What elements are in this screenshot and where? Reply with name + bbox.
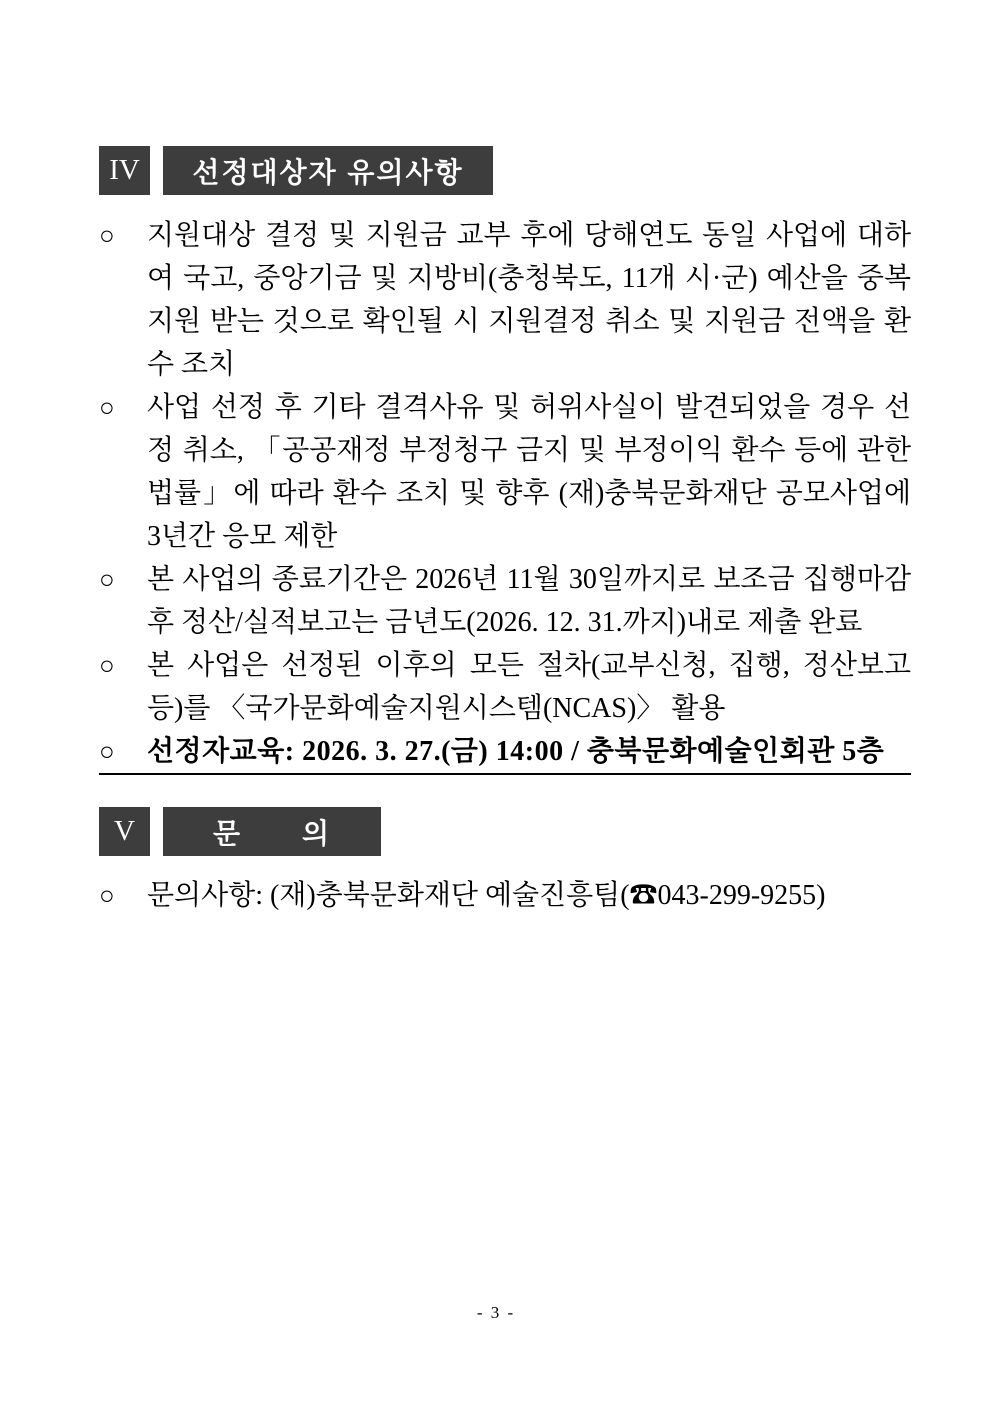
section-iv-header <box>99 146 911 195</box>
bullet-text-emphasized: 선정자교육: 2026. 3. 27.(금) 14:00 / 충북문화예술인회관 5층 <box>147 736 885 767</box>
section-v-bullets <box>99 874 911 917</box>
section-v-numeral: V <box>99 807 150 856</box>
section-iv-bullets <box>99 214 911 775</box>
section-v-header <box>99 807 911 856</box>
bullet-text: 본 사업의 종료기간은 2026년 11월 30일까지로 보조금 집행마감 후 정산/실적보고는 금년도(2026. 12. 31.까지)내로 제출 완료 <box>147 564 911 638</box>
bullet-text: 지원대상 결정 및 지원금 교부 후에 당해연도 동일 사업에 대하여 국고, 중앙기금 및 지방비(충청북도, 11개 시·군) 예산을 중복지원 받는 것으로 확인될 시 지원결정 취소 및 지원금 전액을 환수 조치 <box>147 220 911 380</box>
bullet-marker-icon: ○ <box>99 651 115 680</box>
bullet-marker-icon: ○ <box>99 221 115 250</box>
bullet-marker-icon: ○ <box>99 737 116 766</box>
section-v-title: 문 의 <box>163 807 381 856</box>
bullet-item <box>99 874 911 917</box>
section-iv-numeral: IV <box>99 146 150 195</box>
bullet-marker-icon: ○ <box>99 881 115 910</box>
bullet-item <box>99 644 911 730</box>
page-number: - 3 - <box>476 1303 516 1322</box>
page-content <box>99 146 911 917</box>
bullet-marker-icon: ○ <box>99 393 115 422</box>
bullet-text: 본 사업은 선정된 이후의 모든 절차(교부신청, 집행, 정산보고 등)를 〈국가문화예술지원시스템(NCAS)〉 활용 <box>147 650 911 724</box>
contact-info-text: 문의사항: (재)충북문화재단 예술진흥팀(☎043-299-9255) <box>147 880 826 911</box>
bullet-text: 사업 선정 후 기타 결격사유 및 허위사실이 발견되었을 경우 선정 취소, 「공공재정 부정청구 금지 및 부정이익 환수 등에 관한 법률」에 따라 환수 조치 및 향후 (재)충북문화재단 공모사업에 3년간 응모 제한 <box>147 392 911 552</box>
bullet-item <box>99 558 911 644</box>
section-v <box>99 807 911 917</box>
bullet-item-emphasized <box>99 730 911 775</box>
bullet-item <box>99 214 911 386</box>
section-iv-title: 선정대상자 유의사항 <box>163 146 493 195</box>
bullet-item <box>99 386 911 558</box>
bullet-marker-icon: ○ <box>99 565 115 594</box>
